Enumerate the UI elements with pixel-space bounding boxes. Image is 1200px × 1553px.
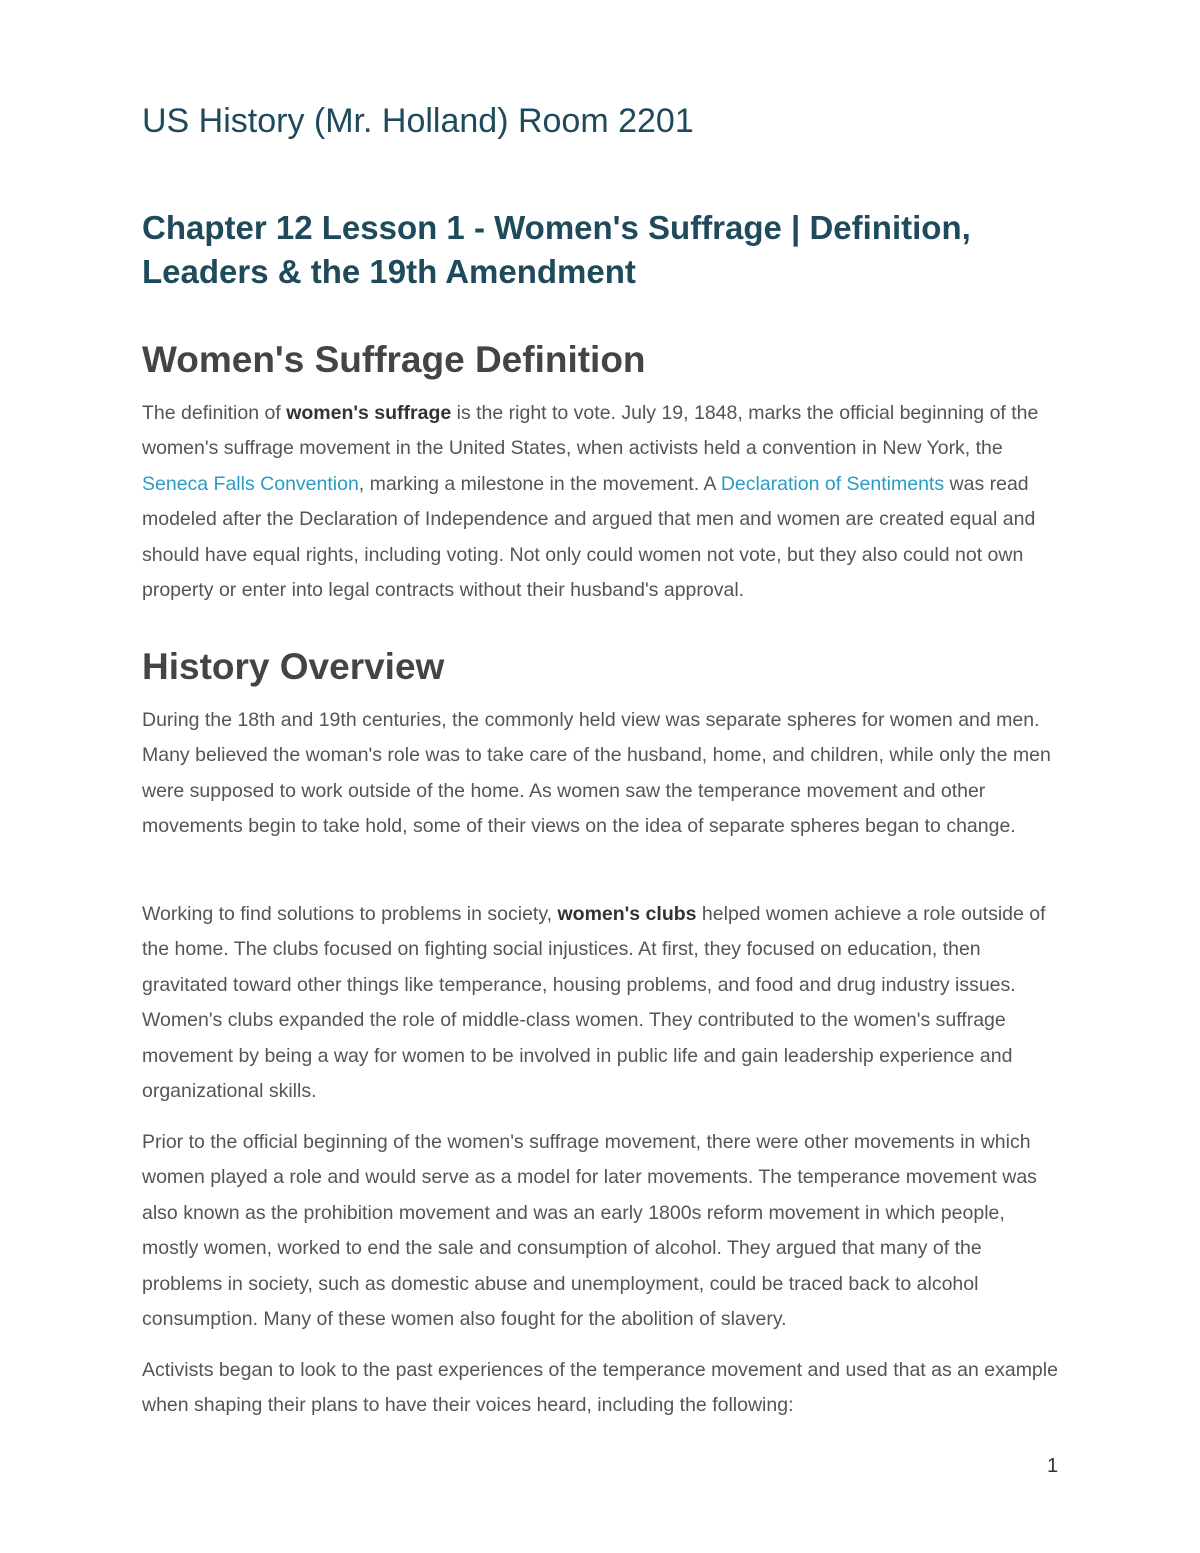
section-heading-definition: Women's Suffrage Definition [142,339,646,380]
paragraph-definition [142,396,1062,608]
paragraph-separate-spheres: During the 18th and 19th centuries, the commonly held view was separate spheres for women and men. Many believed the woman's role was to take care of the husband, home, and children, while only the men were supposed to work outside of the home. As women saw the temperance movement and other movements begin to take hold, some of their views on the idea of separate spheres began to change. [142,709,1051,838]
paragraph-womens-clubs [142,897,1062,1109]
paragraph-activists: Activists began to look to the past experiences of the temperance movement and used that as an example when shaping their plans to have their voices heard, including the following: [142,1359,1058,1417]
section-heading-history: History Overview [142,646,445,687]
text-run: helped women achieve a role outside of the home. The clubs focused on fighting social injustices. At first, they focused on education, then gravitated toward other things like temperance, housing problems, and food and drug industry issues. Women's clubs expanded the role of middle-class women. They contributed to the women's suffrage movement by being a way for women to be involved in public life and gain leadership experience and organizational skills. [142,903,1046,1103]
link-declaration-of-sentiments[interactable]: Declaration of Sentiments [720,472,945,495]
text-run: The definition of [142,402,287,424]
course-title: US History (Mr. Holland) Room 2201 [142,102,694,140]
page-number: 1 [1047,1455,1059,1477]
text-run: was read modeled after the Declaration of Independence and argued that men and women are created equal and should have equal rights, including voting. Not only could women not vote, but they also could not own property or enter into legal contracts without their husband's approval. [142,472,1036,602]
text-run: is the right to vote. July 19, 1848, marks the official beginning of the women's suffrage movement in the United States, when activists held a convention in New York, the [142,402,1039,460]
paragraph-temperance: Prior to the official beginning of the women's suffrage movement, there were other movements in which women played a role and would serve as a model for later movements. The temperance movement was also known as the prohibition movement and was an early 1800s reform movement in which people, mostly women, worked to end the sale and consumption of alcohol. They argued that many of the problems in society, such as domestic abuse and unemployment, could be traced back to alcohol consumption. Many of these women also fought for the abolition of slavery. [142,1131,1037,1331]
link-seneca-falls-convention[interactable]: Seneca Falls Convention [142,472,359,495]
bold-term-womens-clubs: women's clubs [557,903,697,925]
text-run: Working to find solutions to problems in society, [142,903,558,925]
text-run: , marking a milestone in the movement. A [358,472,721,495]
bold-term-womens-suffrage: women's suffrage [286,402,452,424]
lesson-title: Chapter 12 Lesson 1 - Women's Suffrage | Definition, Leaders & the 19th Amendment [142,209,971,290]
